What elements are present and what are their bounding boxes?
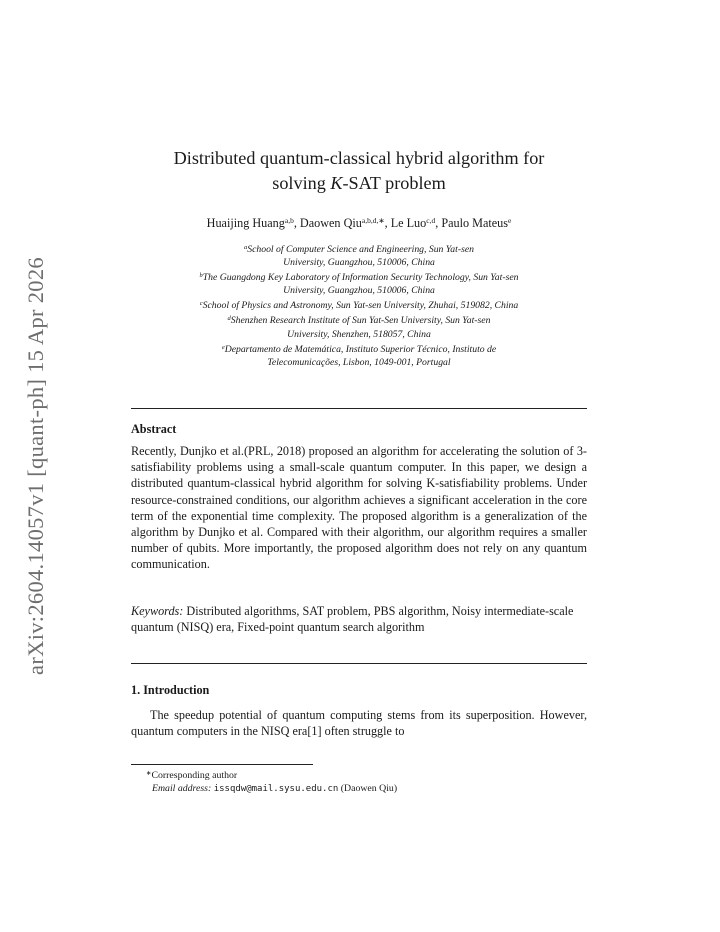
author-separator: ,: [435, 216, 442, 230]
footnote-email-label: Email address:: [152, 783, 212, 794]
affiliation-line: University, Shenzhen, 518057, China: [287, 328, 431, 340]
title-line-2-post: -SAT problem: [342, 173, 446, 193]
affiliation-line: Telecomunicações, Lisbon, 1049-001, Portugal: [267, 356, 451, 368]
author-affiliation-mark: c,d: [426, 216, 436, 225]
title-line-1: Distributed quantum-classical hybrid algorithm for: [173, 148, 545, 168]
footnote-email-address: issqdw@mail.sysu.edu.cn: [213, 784, 339, 794]
footnote-email-owner: (Daowen Qiu): [340, 783, 398, 794]
affiliation-line: [131, 269, 587, 284]
author-separator: ,: [384, 216, 391, 230]
author-list: [131, 213, 587, 231]
affiliation-line: University, Guangzhou, 510006, China: [283, 285, 435, 297]
affiliation-text: School of Computer Science and Engineering, Sun Yat-sen: [247, 244, 474, 255]
affiliation-mark: b: [199, 272, 203, 280]
affiliation-mark: d: [227, 315, 231, 323]
author-separator: ,: [293, 216, 300, 230]
affiliation-mark: c: [199, 300, 203, 308]
keywords: [131, 603, 587, 635]
affiliation-text: Departamento de Matemática, Instituto Superior Técnico, Instituto de: [224, 343, 497, 355]
affiliation-line: [131, 297, 587, 312]
affiliation-line: University, Guangzhou, 510006, China: [283, 257, 435, 269]
footnote-line-1: [131, 767, 587, 782]
author-affiliation-mark: e: [508, 216, 512, 225]
author-name: Daowen Qiu: [299, 216, 362, 230]
affiliation-line: [131, 341, 587, 356]
affiliation-mark: e: [221, 343, 225, 351]
abstract-bottom-rule: [131, 663, 587, 664]
author-affiliation-mark: a,b,d,∗: [361, 216, 385, 225]
introduction-text: The speedup potential of quantum computing stems from its superposition. However, quantum computers in the NISQ era[1] often struggle to: [131, 708, 587, 739]
author-affiliation-mark: a,b: [284, 216, 294, 225]
affiliation-text: Shenzhen Research Institute of Sun Yat-Sen University, Sun Yat-sen: [230, 315, 491, 327]
affiliation-text: School of Physics and Astronomy, Sun Yat-sen University, Zhuhai, 519082, China: [202, 300, 519, 312]
affiliations: [131, 241, 587, 369]
title-line-2-pre: solving: [272, 173, 331, 193]
author-name: Paulo Mateus: [441, 216, 508, 230]
section-heading-introduction: 1. Introduction: [131, 683, 210, 697]
footnote-line-2: [131, 782, 587, 796]
keywords-text: Distributed algorithms, SAT problem, PBS algorithm, Noisy intermediate-scale quantum (NISQ) era, Fixed-point quantum search algorithm: [131, 604, 574, 635]
affiliation-text: The Guangdong Key Laboratory of Information Security Technology, Sun Yat-sen: [202, 272, 519, 284]
footnote: [131, 767, 587, 796]
footnote-mark: ∗: [146, 770, 152, 777]
title-variable-k: K: [330, 173, 343, 193]
abstract-text: Recently, Dunjko et al.(PRL, 2018) proposed an algorithm for accelerating the solution of 3-satisfiability problems using a small-scale quantum computer. In this paper, we design a distributed quantum-classical hybrid algorithm for solving K-satisfiability problems. Under resource-constrained conditions, our algorithm achieves a significant acceleration in the core term of the exponential time complexity. The proposed algorithm is a generalization of the algorithm by Dunjko et al. Compared with their algorithm, our algorithm requires a smaller number of qubits. More importantly, the proposed algorithm does not rely on any quantum communication.: [131, 444, 587, 572]
abstract-heading: Abstract: [131, 422, 177, 436]
affiliation-line: [131, 241, 587, 256]
footnote-rule: [131, 764, 313, 765]
affiliation-line: [131, 312, 587, 327]
title-line-2: [131, 171, 587, 196]
affiliation-mark: a: [244, 244, 248, 251]
abstract-top-rule: [131, 408, 587, 409]
author-name: Huaijing Huang: [206, 216, 285, 230]
arxiv-identifier-stamp: arXiv:2604.14057v1 [quant-ph] 15 Apr 2026: [23, 257, 48, 675]
keywords-label: Keywords:: [131, 604, 184, 618]
footnote-corresponding: Corresponding author: [151, 770, 238, 781]
author-name: Le Luo: [390, 216, 427, 230]
paper-title: [131, 146, 587, 196]
